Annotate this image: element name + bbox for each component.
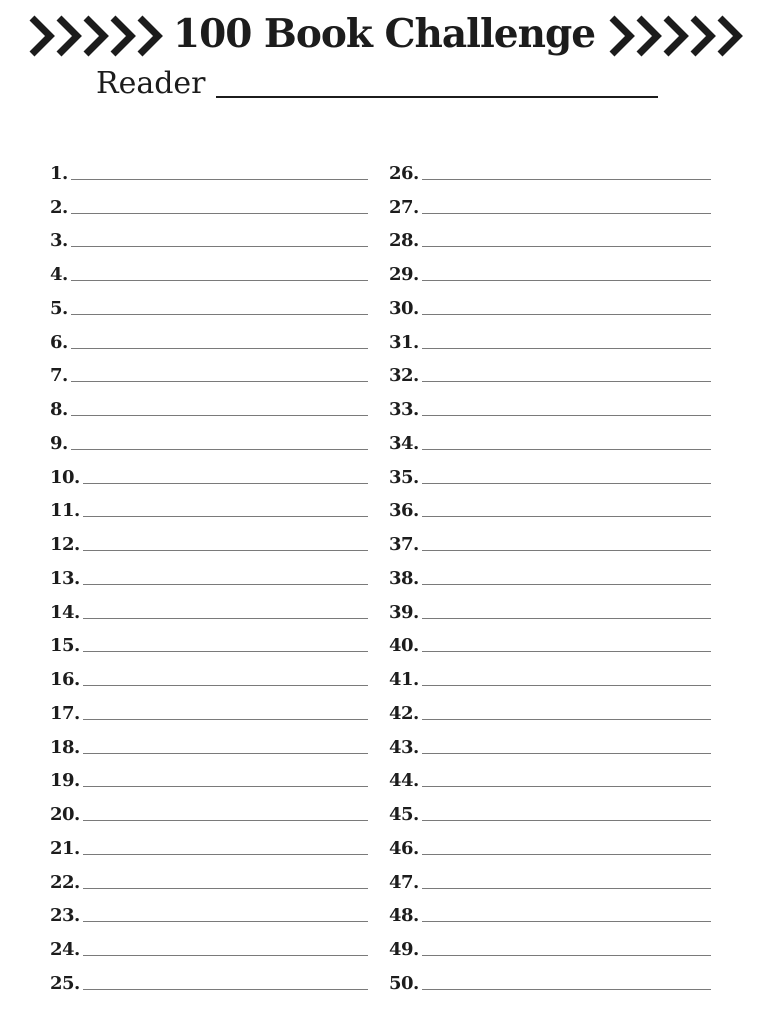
entry-write-line[interactable] (422, 650, 711, 652)
entry-number: 50. (389, 972, 419, 994)
entry-number: 36. (389, 500, 419, 522)
entry-number: 22. (50, 871, 80, 893)
book-entry (389, 187, 711, 221)
entry-write-line[interactable] (422, 819, 711, 821)
entry-write-line[interactable] (83, 482, 368, 484)
book-entry (389, 558, 711, 592)
entry-write-line[interactable] (83, 515, 368, 517)
book-entry (50, 288, 368, 322)
entry-number: 17. (50, 702, 80, 724)
entry-number: 8. (50, 399, 68, 420)
entry-number: 37. (389, 534, 419, 555)
reader-field (96, 64, 658, 104)
entry-number: 2. (50, 196, 68, 218)
entry-number: 1. (50, 162, 68, 184)
entry-number: 9. (50, 432, 68, 454)
book-entry (389, 727, 711, 761)
chevron-right-icon (608, 14, 748, 58)
entry-write-line[interactable] (422, 212, 711, 214)
entry-write-line[interactable] (83, 549, 368, 551)
book-entry (389, 153, 711, 187)
entry-write-line[interactable] (422, 617, 711, 619)
entry-number: 35. (389, 466, 419, 488)
book-entry (389, 491, 711, 525)
entry-number: 48. (389, 905, 419, 927)
entry-number: 31. (389, 331, 419, 353)
book-entry (389, 828, 711, 862)
entry-write-line[interactable] (83, 617, 368, 619)
entry-number: 39. (389, 601, 419, 623)
entry-write-line[interactable] (422, 920, 711, 922)
entry-number: 29. (389, 264, 419, 285)
entry-number: 28. (389, 230, 419, 252)
book-entry (389, 794, 711, 828)
entry-number: 20. (50, 804, 80, 825)
entry-write-line[interactable] (422, 380, 711, 382)
entry-number: 23. (50, 905, 80, 927)
entry-write-line[interactable] (71, 245, 368, 247)
entry-write-line[interactable] (71, 313, 368, 315)
book-entry (50, 626, 368, 660)
book-entry (50, 491, 368, 525)
entry-write-line[interactable] (422, 954, 711, 956)
book-entry (50, 153, 368, 187)
entry-write-line[interactable] (83, 988, 368, 990)
book-entry (50, 896, 368, 930)
entry-write-line[interactable] (422, 347, 711, 349)
book-entry (389, 626, 711, 660)
entry-number: 16. (50, 669, 80, 690)
reader-name-line[interactable] (216, 95, 658, 98)
book-entry (50, 356, 368, 390)
entry-number: 49. (389, 939, 419, 960)
entry-number: 12. (50, 534, 80, 555)
entry-write-line[interactable] (422, 515, 711, 517)
entry-number: 45. (389, 804, 419, 825)
entry-write-line[interactable] (71, 414, 368, 416)
entry-write-line[interactable] (422, 988, 711, 990)
book-entry (50, 761, 368, 795)
entry-number: 6. (50, 331, 68, 353)
book-entry (50, 828, 368, 862)
book-entry (50, 423, 368, 457)
entry-number: 19. (50, 770, 80, 792)
entry-number: 46. (389, 837, 419, 859)
entry-number: 4. (50, 264, 68, 285)
entry-write-line[interactable] (422, 718, 711, 720)
book-entry (50, 727, 368, 761)
entry-write-line[interactable] (83, 684, 368, 686)
book-entry (389, 761, 711, 795)
entry-write-line[interactable] (83, 583, 368, 585)
entry-number: 15. (50, 635, 80, 657)
book-entry (389, 896, 711, 930)
entry-write-line[interactable] (422, 414, 711, 416)
entry-write-line[interactable] (422, 178, 711, 180)
entry-write-line[interactable] (83, 954, 368, 956)
entry-write-line[interactable] (83, 853, 368, 855)
entry-number: 14. (50, 601, 80, 623)
entry-number: 32. (389, 365, 419, 387)
book-list-left (50, 153, 368, 997)
entry-number: 3. (50, 230, 68, 252)
book-entry (50, 457, 368, 491)
book-entry (389, 592, 711, 626)
book-entry (389, 322, 711, 356)
entry-number: 11. (50, 500, 80, 522)
entry-number: 24. (50, 939, 80, 960)
entry-write-line[interactable] (83, 650, 368, 652)
book-entry (50, 389, 368, 423)
book-entry (50, 693, 368, 727)
book-entry (389, 963, 711, 997)
entry-write-line[interactable] (83, 752, 368, 754)
entry-write-line[interactable] (83, 887, 368, 889)
entry-write-line[interactable] (83, 718, 368, 720)
entry-write-line[interactable] (71, 347, 368, 349)
entry-number: 18. (50, 736, 80, 758)
entry-number: 26. (389, 162, 419, 184)
entry-number: 10. (50, 466, 80, 488)
book-entry (50, 524, 368, 558)
entry-write-line[interactable] (71, 448, 368, 450)
book-entry (50, 963, 368, 997)
book-entry (389, 254, 711, 288)
entry-write-line[interactable] (83, 819, 368, 821)
entry-number: 43. (389, 736, 419, 758)
book-entry (50, 659, 368, 693)
book-entry (389, 693, 711, 727)
entry-number: 38. (389, 567, 419, 589)
entry-number: 25. (50, 972, 80, 994)
entry-write-line[interactable] (83, 785, 368, 787)
entry-write-line[interactable] (422, 752, 711, 754)
book-entry (50, 558, 368, 592)
entry-number: 13. (50, 567, 80, 589)
book-entry (389, 221, 711, 255)
entry-number: 41. (389, 669, 419, 690)
book-list-right (389, 153, 711, 997)
book-entry (50, 254, 368, 288)
entry-write-line[interactable] (422, 313, 711, 315)
entry-write-line[interactable] (422, 887, 711, 889)
entry-number: 5. (50, 297, 68, 319)
entry-write-line[interactable] (422, 583, 711, 585)
entry-write-line[interactable] (422, 853, 711, 855)
entry-write-line[interactable] (71, 178, 368, 180)
book-entry (50, 794, 368, 828)
book-entry (389, 929, 711, 963)
chevron-right-icon (28, 14, 168, 58)
book-entry (50, 221, 368, 255)
entry-write-line[interactable] (422, 245, 711, 247)
book-entry (389, 423, 711, 457)
book-entry (50, 862, 368, 896)
book-entry (389, 524, 711, 558)
entry-write-line[interactable] (422, 684, 711, 686)
entry-write-line[interactable] (422, 448, 711, 450)
entry-write-line[interactable] (422, 785, 711, 787)
entry-number: 30. (389, 297, 419, 319)
reader-label: Reader (96, 66, 206, 101)
book-entry (389, 356, 711, 390)
entry-write-line[interactable] (71, 279, 368, 281)
entry-number: 42. (389, 702, 419, 724)
entry-number: 7. (50, 365, 68, 387)
entry-number: 44. (389, 770, 419, 792)
entry-write-line[interactable] (71, 212, 368, 214)
entry-number: 21. (50, 837, 80, 859)
entry-number: 40. (389, 635, 419, 657)
entry-number: 33. (389, 399, 419, 420)
page-header (0, 0, 768, 70)
book-entry (389, 659, 711, 693)
book-entry (389, 862, 711, 896)
book-entry (389, 288, 711, 322)
page-title: 100 Book Challenge (172, 11, 596, 57)
entry-write-line[interactable] (422, 482, 711, 484)
entry-number: 47. (389, 871, 419, 893)
book-entry (389, 457, 711, 491)
entry-write-line[interactable] (422, 549, 711, 551)
book-entry (389, 389, 711, 423)
book-entry (50, 929, 368, 963)
entry-write-line[interactable] (422, 279, 711, 281)
entry-number: 27. (389, 196, 419, 218)
book-entry (50, 187, 368, 221)
book-entry (50, 592, 368, 626)
entry-number: 34. (389, 432, 419, 454)
entry-write-line[interactable] (83, 920, 368, 922)
book-entry (50, 322, 368, 356)
entry-write-line[interactable] (71, 380, 368, 382)
